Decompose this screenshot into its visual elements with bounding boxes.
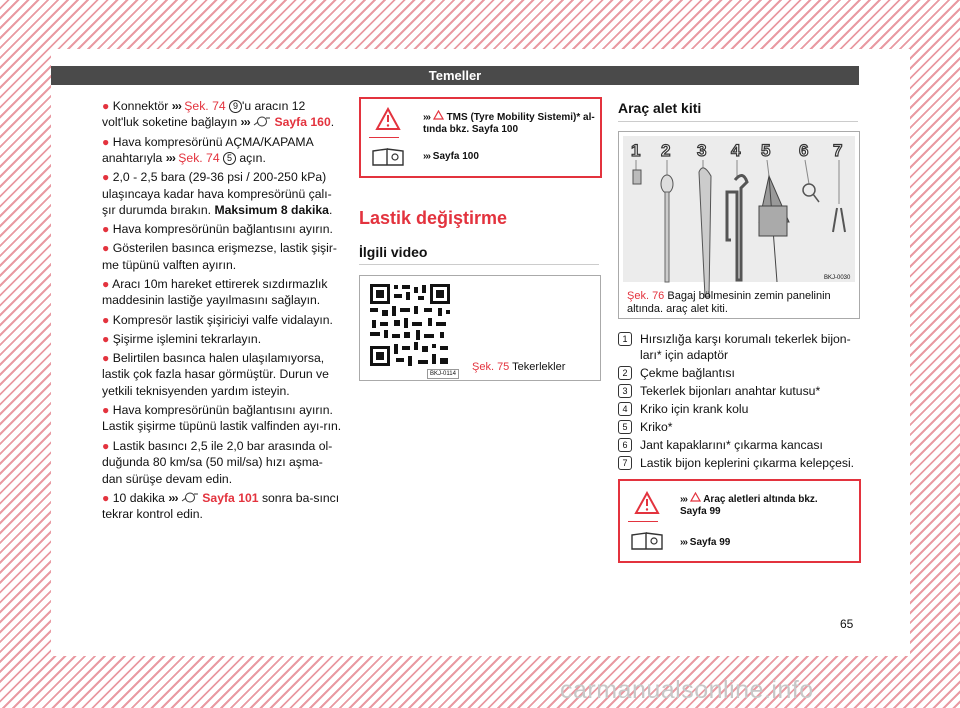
list-item: 7 Lastik bijon keplerini çıkarma kelepçesi.: [618, 455, 863, 471]
list-item: 6 Jant kapaklarını* çıkarma kancası: [618, 437, 863, 453]
list-item: ● 2,0 - 2,5 bara (29-36 psi / 200-250 kPa) ulaşıncaya kadar hava kompresörünü çalı-şır durumda bırakın. Maksimum 8 dakika.: [102, 170, 333, 218]
list-item: ● Hava kompresörünü AÇMA/KAPAMA anahtarıyla ››› Şek. 74 5 açın.: [102, 134, 314, 166]
tool-label: 6: [799, 141, 809, 160]
section-header: Temeller: [51, 66, 859, 85]
manual-book-icon: [630, 529, 664, 551]
warning-icon: [375, 107, 401, 131]
warning-small-icon: [690, 492, 701, 502]
list-item: ● Lastik basıncı 2,5 ile 2,0 bar arasında ol-duğunda 80 km/sa (50 mil/sa) hızı aşma-dan sürüşe devam edin.: [102, 438, 333, 486]
tool-label: 2: [661, 141, 671, 160]
list-item: ● Şişirme işlemini tekrarlayın.: [102, 331, 262, 346]
list-item: ● Aracı 10m hareket ettirerek sızdırmazlık maddesinin lastiğe yayılmasını sağlayın.: [102, 277, 328, 308]
page-link[interactable]: Sayfa 99: [689, 537, 731, 548]
list-item: ● 10 dakika ››› Sayfa 101 sonra ba-sıncı tekrar kontrol edin.: [102, 490, 340, 522]
tool-kit-title: Araç alet kiti: [618, 100, 702, 116]
list-item: ● Gösterilen basınca erişmezse, lastik şişir-me tüpünü valften ayırın.: [102, 241, 337, 272]
tyre-service-icon: [253, 116, 271, 127]
tyre-service-icon: [181, 492, 199, 503]
instruction-list: [102, 98, 342, 525]
tool-label: 4: [731, 141, 741, 160]
list-item: ● Hava kompresörünün bağlantısını ayırın. Lastik şişirme tüpünü lastik valfinden ayı-rın.: [102, 403, 342, 434]
list-item: 4 Kriko için krank kolu: [618, 401, 863, 417]
page-link[interactable]: Sayfa 100: [432, 151, 479, 162]
figure-code: BKJ-0114: [427, 369, 459, 379]
warning-divider: [369, 137, 399, 138]
list-item: 2 Çekme bağlantısı: [618, 365, 863, 381]
figure-76: [618, 131, 860, 319]
page-number: 65: [840, 617, 854, 631]
callout-number: 5: [223, 152, 236, 165]
tool-label: 3: [697, 141, 707, 160]
heading-rule: [359, 264, 599, 265]
page-link[interactable]: Sayfa 101: [202, 490, 259, 505]
tool-label: 5: [761, 141, 771, 160]
warning-small-icon: [433, 110, 444, 120]
tool-list: [618, 331, 863, 473]
callout-number: 9: [229, 100, 242, 113]
heading-rule: [618, 121, 858, 122]
watermark: carmanualsonline.info: [560, 676, 814, 704]
figure-75: [359, 275, 601, 381]
list-item: ● Belirtilen basınca halen ulaşılamıyorsa, lastik çok fazla hasar görmüştür. Durun ve yetkili teknisyenden yardım isteyin.: [102, 351, 329, 398]
figure-ref: Şek. 76: [627, 290, 665, 302]
figure-caption: Bagaj bölmesinin zemin panelinin altında. araç alet kiti.: [627, 290, 831, 315]
list-item: ● Kompresör lastik şişiriciyi valfe vidalayın.: [102, 312, 333, 327]
video-heading: İlgili video: [359, 244, 428, 260]
tool-label: 7: [833, 141, 843, 160]
warning-box: ››› Araç aletleri altında bkz. Sayfa 99 ››› Sayfa 99: [618, 479, 861, 563]
qr-code[interactable]: [368, 282, 452, 368]
figure-ref: Şek. 75: [472, 361, 510, 373]
list-item: ● Konnektör ››› Şek. 74 9 'u aracın 12 volt'luk soketine bağlayın ››› Sayfa 160.: [102, 99, 335, 130]
list-item: ● Hava kompresörünün bağlantısını ayırın.: [102, 222, 333, 237]
list-item: 3 Tekerlek bijonları anahtar kutusu*: [618, 383, 863, 399]
list-item: 5 Kriko*: [618, 419, 863, 435]
page-link[interactable]: Sayfa 160: [274, 115, 331, 130]
figure-caption: Tekerlekler: [512, 361, 566, 373]
section-title: Lastik değiştirme: [359, 208, 508, 228]
figure-code: BKJ-0030: [824, 275, 851, 281]
warning-box: ››› TMS (Tyre Mobility Sistemi)* al- tında bkz. Sayfa 100 ››› Sayfa 100: [359, 97, 602, 178]
warning-divider: [628, 521, 658, 522]
list-item: 1 Hırsızlığa karşı korumalı tekerlek bijon-ları* için adaptör: [618, 331, 863, 363]
warning-icon: [634, 491, 660, 515]
tool-label: 1: [631, 141, 641, 160]
manual-book-icon: [371, 145, 405, 167]
figure-ref-link[interactable]: Şek. 74: [178, 151, 220, 166]
figure-ref-link[interactable]: Şek. 74: [184, 99, 226, 113]
